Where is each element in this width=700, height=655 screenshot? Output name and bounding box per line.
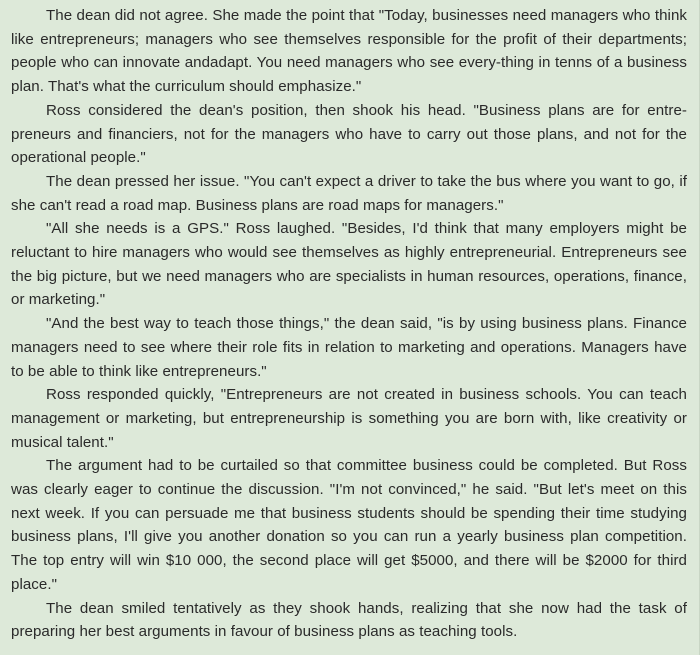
- paragraph-best-way: "And the best way to teach those things," the dean said, "is by using business plans. Finance managers need to see where their role fits in relation to marketing and operations. Managers have to be able to think like entrepreneurs.": [11, 315, 687, 380]
- paragraph-entrepreneurs-born: Ross responded quickly, "Entrepreneurs are not created in business schools. You can teach management or marketing, but entrepreneurship is something you are born with, like creativity or musical talent.": [11, 386, 687, 451]
- paragraph-ross-considers: Ross considered the dean's position, then shook his head. "Business plans are for entre-preneurs and financiers, not for the managers who have to carry out those plans, and not for the operational people.": [11, 101, 687, 167]
- paragraph-dean-disagrees: The dean did not agree. She made the point that "Today, businesses need managers who think like entrepreneurs; managers who see themselves responsible for the profit of their departments; people who can innovate andadapt. You need managers who see every-thing in tenns of a business plan. That's what the curriculum should emphasize.": [11, 7, 687, 96]
- paragraph-gps: "All she needs is a GPS." Ross laughed. "Besides, I'd think that many employers might be reluctant to hire managers who would see themselves as highly entrepreneurial. Entrepreneurs see the big picture, but we need managers who are specialists in human resources, operations, finance, or marketing.": [11, 220, 687, 309]
- paragraph-competition: The argument had to be curtailed so that committee business could be completed. But Ross was clearly eager to continue the discussion. "I'm not convinced," he said. "But let's meet on this next week. If you can persuade me that business students should be spending their time studying business plans, I'll give you another donation so you can run a yearly business plan competition. The top entry will win $10 000, the second place will get $5000, and there will be $2000 for third place.": [11, 457, 687, 593]
- paragraph-dean-smiled: The dean smiled tentatively as they shook hands, realizing that she now had the task of preparing her best arguments in favour of business plans as teaching tools.: [11, 599, 687, 641]
- paragraph-road-map: The dean pressed her issue. "You can't expect a driver to take the bus where you want to go, if she can't read a road map. Business plans are road maps for managers.": [11, 172, 687, 214]
